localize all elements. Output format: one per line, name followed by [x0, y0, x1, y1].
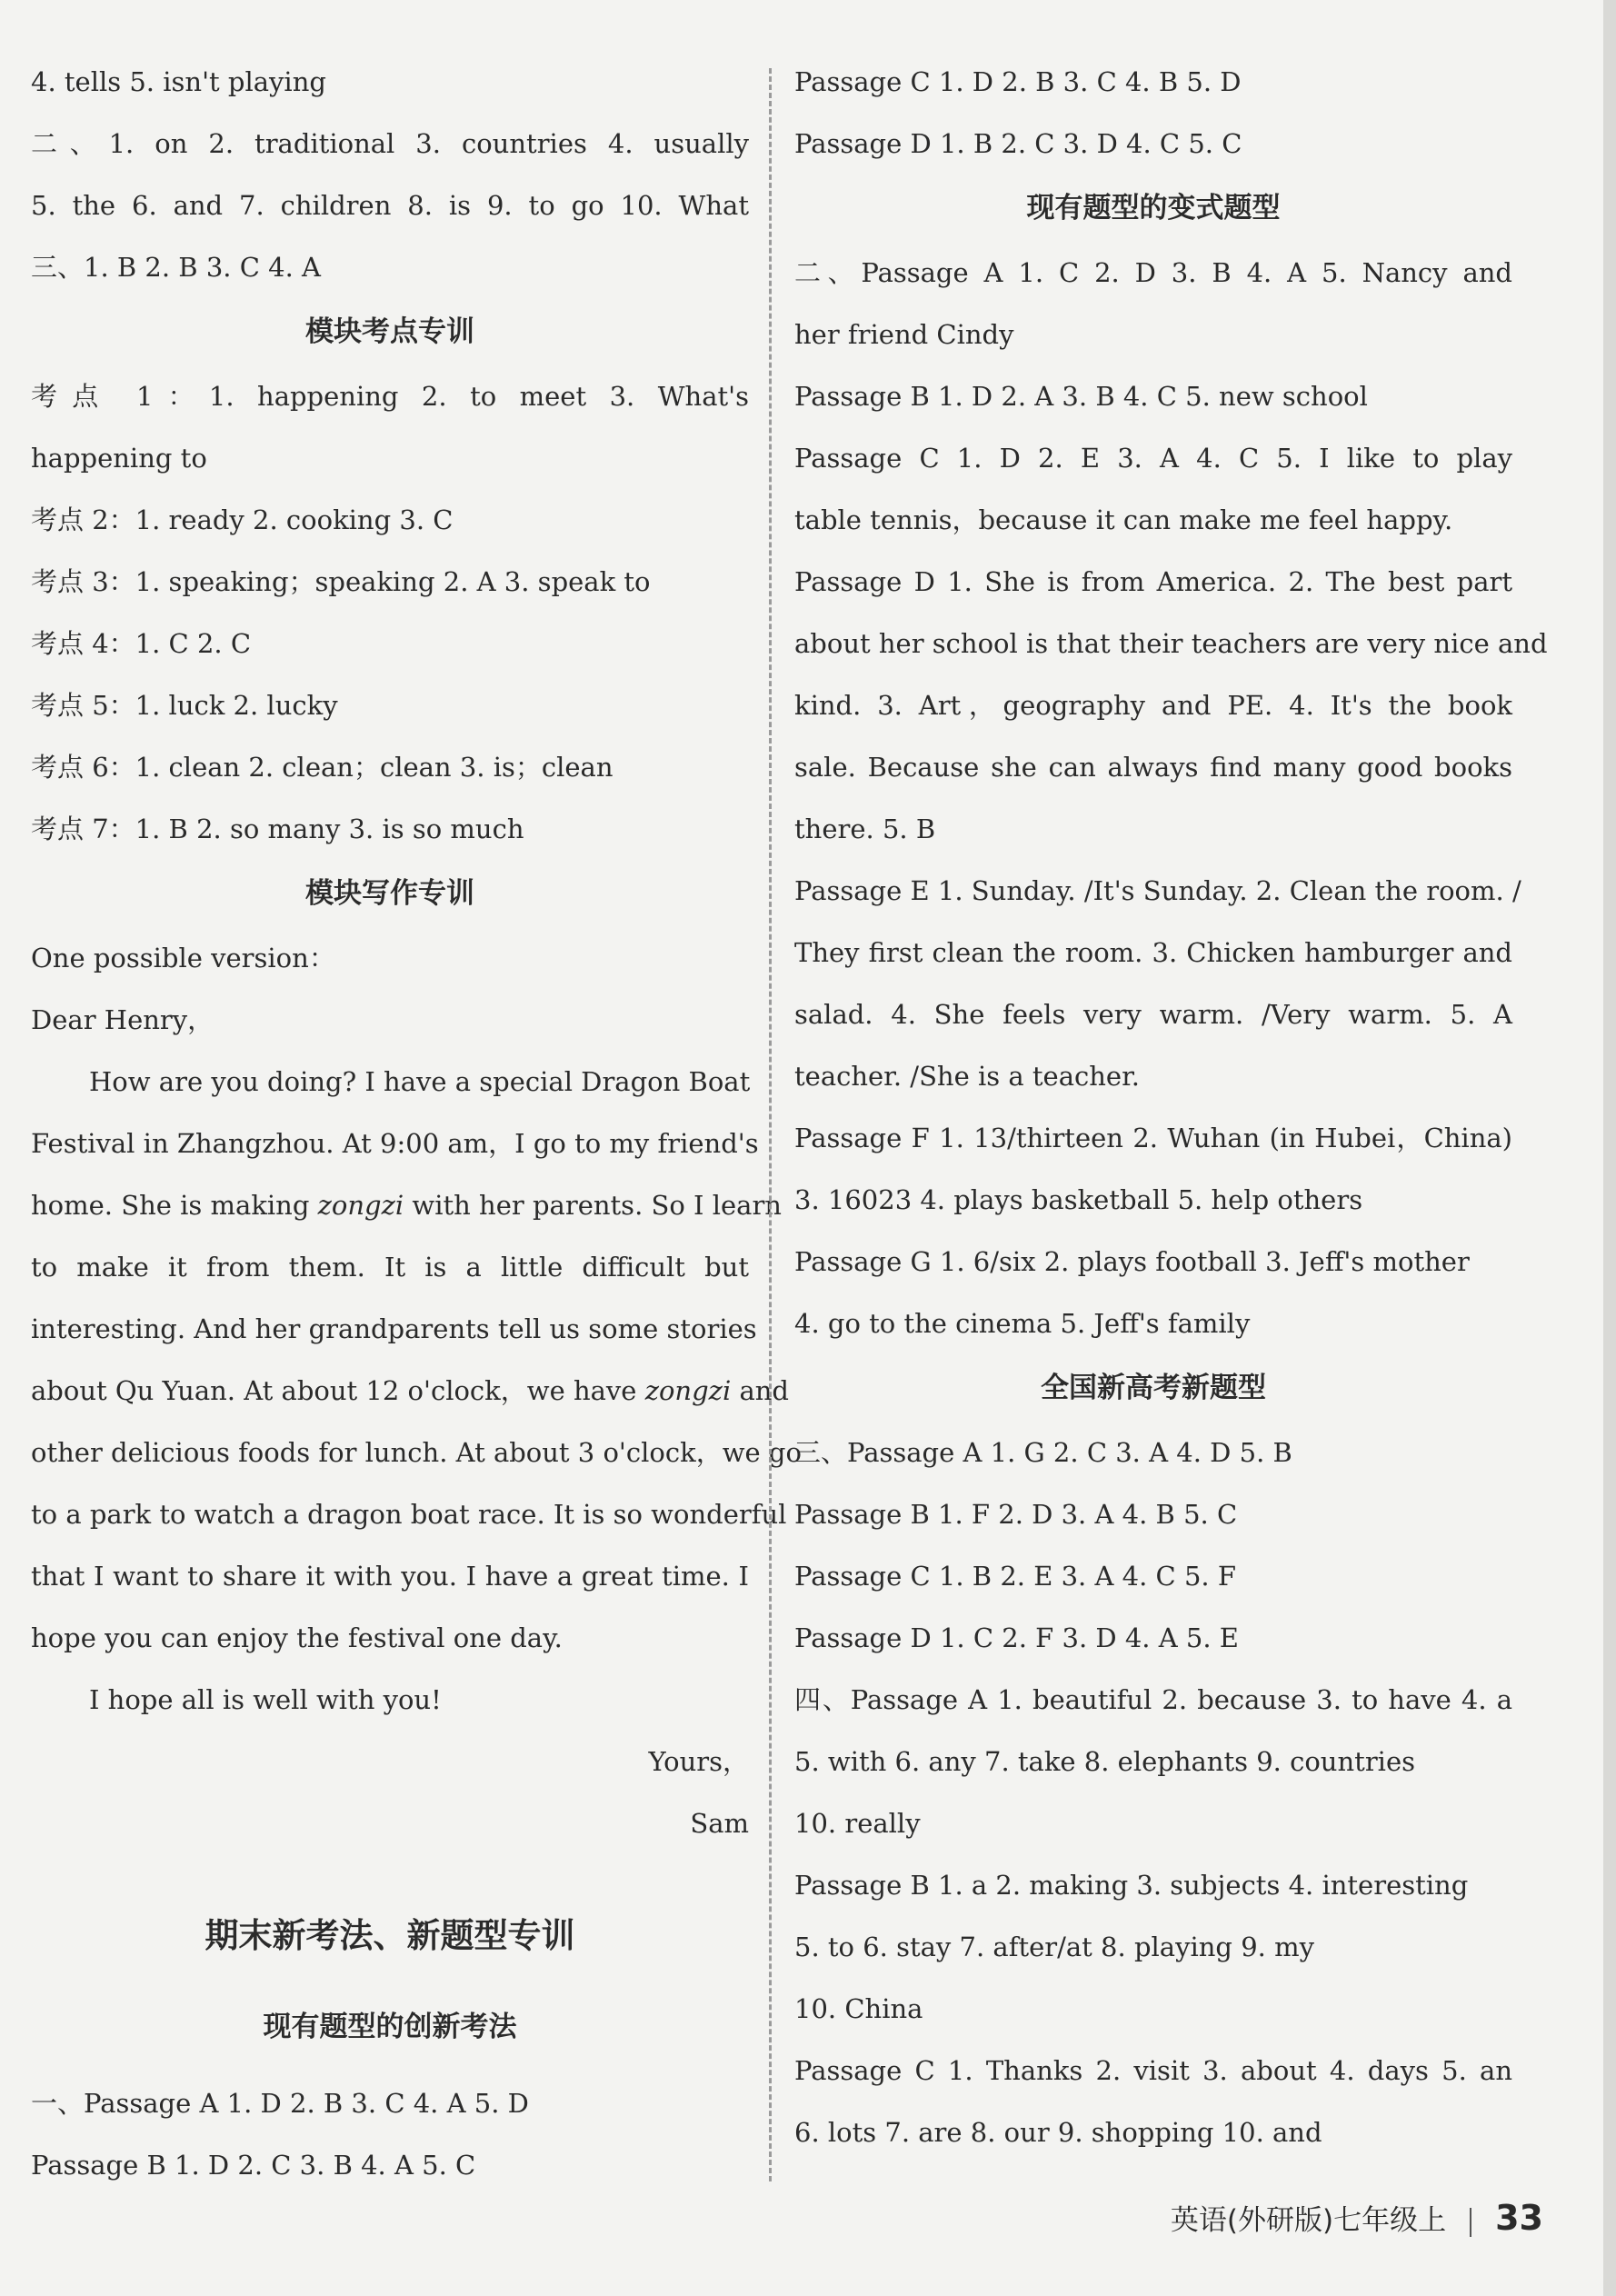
answer-line: Passage B 1. D 2. A 3. B 4. C 5. new school	[794, 381, 1368, 412]
answer-line: 一、Passage A 1. D 2. B 3. C 4. A 5. D	[31, 2088, 529, 2119]
answer-line: Passage B 1. D 2. C 3. B 4. A 5. C	[31, 2150, 476, 2181]
page-edge-shadow	[1603, 0, 1616, 2296]
chapter-heading: 期末新考法、新题型专训	[204, 1916, 575, 1955]
answer-line: Passage D 1. B 2. C 3. D 4. C 5. C	[794, 128, 1242, 159]
column-divider	[769, 68, 772, 2181]
essay-line: Dear Henry，	[31, 1004, 214, 1035]
answer-line: 二、1. on 2. traditional 3. countries 4. usually	[31, 128, 749, 159]
section-heading: 模块考点专训	[305, 315, 474, 348]
answer-line: Passage C 1. Thanks 2. visit 3. about 4. days 5. an	[794, 2055, 1512, 2086]
answer-line: Passage C 1. B 2. E 3. A 4. C 5. F	[794, 1561, 1236, 1592]
page-footer	[1171, 2191, 1543, 2245]
answer-line: 10. China	[794, 1993, 923, 2024]
answer-line: 考点 1：1. happening 2. to meet 3. What's	[31, 381, 749, 412]
answer-line: Passage B 1. a 2. making 3. subjects 4. interesting	[794, 1870, 1469, 1901]
answer-line: 考点 6：1. clean 2. clean；clean 3. is；clean	[31, 752, 613, 783]
answer-line: 3. 16023 4. plays basketball 5. help others	[794, 1184, 1363, 1215]
right-column	[794, 51, 1548, 2163]
answer-line: 四、Passage A 1. beautiful 2. because 3. to have 4. a	[794, 1684, 1512, 1715]
answer-line: salad. 4. She feels very warm. /Very warm. 5. A	[794, 999, 1512, 1030]
footer-separator	[1470, 2208, 1471, 2237]
essay-line: home. She is making zongzi with her parents. So I learn	[31, 1190, 782, 1221]
essay-line: other delicious foods for lunch. At about 3 o'clock，we go	[31, 1437, 802, 1468]
answer-line: table tennis，because it can make me feel happy.	[794, 504, 1453, 535]
essay-closing: Yours，	[648, 1746, 749, 1777]
essay-line: How are you doing? I have a special Dragon Boat	[89, 1066, 751, 1097]
answer-line: 4. tells 5. isn't playing	[31, 66, 326, 97]
answer-line: Passage C 1. D 2. B 3. C 4. B 5. D	[794, 66, 1242, 97]
section-heading: 模块写作专训	[305, 877, 474, 910]
answer-line: 5. the 6. and 7. children 8. is 9. to go 10. What	[31, 190, 749, 221]
answer-line: 6. lots 7. are 8. our 9. shopping 10. and	[794, 2117, 1322, 2148]
answer-line: 考点 3：1. speaking；speaking 2. A 3. speak to	[31, 566, 651, 597]
answer-line: 考点 7：1. B 2. so many 3. is so much	[31, 814, 524, 844]
answer-line: 5. with 6. any 7. take 8. elephants 9. countries	[794, 1746, 1416, 1777]
answer-line: 10. really	[794, 1808, 921, 1839]
essay-line: interesting. And her grandparents tell us some stories	[31, 1313, 757, 1344]
answer-line: 考点 4：1. C 2. C	[31, 628, 252, 659]
answer-line: her friend Cindy	[794, 319, 1014, 350]
section-heading: 全国新高考新题型	[1041, 1372, 1266, 1404]
answer-line: Passage E 1. Sunday. /It's Sunday. 2. Clean the room. /	[794, 875, 1521, 906]
answer-line: Passage C 1. D 2. E 3. A 4. C 5. I like to play	[794, 443, 1512, 474]
answer-line: Passage D 1. She is from America. 2. The best part	[794, 566, 1512, 597]
essay-line: I hope all is well with you!	[89, 1684, 442, 1715]
answer-line: 4. go to the cinema 5. Jeff's family	[794, 1308, 1251, 1339]
answer-line: Passage F 1. 13/thirteen 2. Wuhan (in Hubei，China)	[794, 1123, 1512, 1153]
answer-line: 二、Passage A 1. C 2. D 3. B 4. A 5. Nancy and	[794, 257, 1512, 288]
essay-line: about Qu Yuan. At about 12 o'clock，we have zongzi and	[31, 1375, 789, 1406]
essay-line: hope you can enjoy the festival one day.	[31, 1622, 563, 1653]
answer-line: there. 5. B	[794, 814, 936, 844]
section-heading: 现有题型的创新考法	[263, 2011, 517, 2043]
essay-signature: Sam	[690, 1808, 749, 1839]
page-number: 33	[1495, 2198, 1543, 2238]
answer-line: sale. Because she can always find many good books	[794, 752, 1512, 783]
answer-line: 5. to 6. stay 7. after/at 8. playing 9. my	[794, 1932, 1314, 1962]
answer-line: about her school is that their teachers are very nice and	[794, 628, 1548, 659]
essay-line: to a park to watch a dragon boat race. It is so wonderful	[31, 1499, 787, 1530]
essay-line: Festival in Zhangzhou. At 9:00 am，I go to my friend's	[31, 1128, 759, 1159]
essay-line: to make it from them. It is a little difficult but	[31, 1252, 749, 1283]
answer-line: 考点 5：1. luck 2. lucky	[31, 690, 338, 721]
answer-line: Passage D 1. C 2. F 3. D 4. A 5. E	[794, 1622, 1239, 1653]
answer-line: 考点 2：1. ready 2. cooking 3. C	[31, 504, 454, 535]
answer-line: 三、1. B 2. B 3. C 4. A	[31, 252, 321, 283]
answer-line: 三、Passage A 1. G 2. C 3. A 4. D 5. B	[794, 1437, 1292, 1468]
section-heading: 现有题型的变式题型	[1026, 192, 1281, 225]
answer-line: happening to	[31, 443, 207, 474]
essay-line: One possible version：	[31, 943, 335, 973]
answer-line: They first clean the room. 3. Chicken hamburger and	[794, 937, 1512, 968]
answer-line: Passage B 1. F 2. D 3. A 4. B 5. C	[794, 1499, 1238, 1530]
answer-line: Passage G 1. 6/six 2. plays football 3. Jeff's mother	[794, 1246, 1470, 1277]
answer-line: teacher. /She is a teacher.	[794, 1061, 1140, 1092]
answer-line: kind. 3. Art，geography and PE. 4. It's the book	[794, 690, 1512, 721]
essay-line: that I want to share it with you. I have a great time. I	[31, 1561, 749, 1592]
left-column	[31, 51, 802, 2196]
footer-subject: 英语(外研版)七年级上	[1170, 2204, 1447, 2237]
